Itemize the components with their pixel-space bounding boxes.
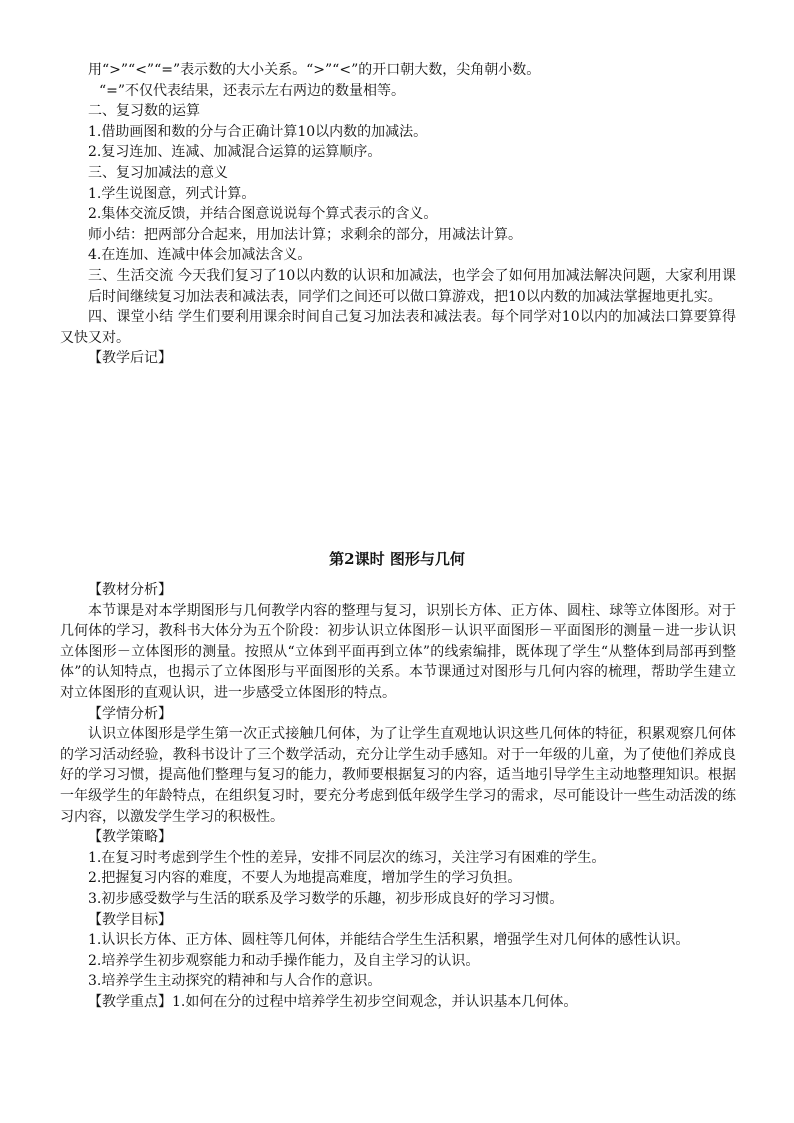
student-text: 认识立体图形是学生第一次正式接触几何体，为了让学生直观地认识这些几何体的特征，积累观察几何体的学习活动经验，教科书设计了三个数学活动，充分让学生动手感知。对于一年级的儿童，为了使他们养成良好的学习习惯，提高他们整理与复习的能力，教师要根据复习的内容，适当地引导学生主动地整理知识。根据一年级学生的年龄特点，在组织复习时，要充分考虑到低年级学生学习的需求，尽可能设计一些生动活泼的练习内容，以激发学生学习的积极性。 (60, 726, 736, 825)
material-heading: 【教材分析】 (88, 582, 172, 598)
paragraph: 用“>”“<”“=”表示数的大小关系。“>”“<”的开口朝大数，尖角朝小数。 (88, 62, 541, 78)
goal-item: 3.培养学生主动探究的精神和与人合作的意识。 (88, 973, 382, 990)
paragraph: “=”不仅代表结果，还表示左右两边的数量相等。 (99, 82, 406, 99)
material-text: 本节课是对本学期图形与几何教学内容的整理与复习，识别长方体、正方体、圆柱、球等立体图形。对于几何体的学习，教科书大体分为五个阶段：初步认识立体图形－认识平面图形－平面图形的测量－进一步认识立体图形－立体图形的测量。按照从“立体到平面再到立体”的线索编排，既体现了学生“从整体到局部再到整体”的认知特点，也揭示了立体图形与平面图形的关系。本节课通过对图形与几何内容的梳理，帮助学生建立对立体图形的直观认识，进一步感受立体图形的特点。 (60, 602, 736, 701)
lesson-title-wrap (0, 548, 794, 570)
goal-item: 1.认识长方体、正方体、圆柱等几何体，并能结合学生生活积累，增强学生对几何体的感性认识。 (88, 932, 690, 949)
strategy-heading: 【教学策略】 (88, 829, 172, 846)
key-text: 1.如何在分的过程中培养学生初步空间观念，并认识基本几何体。 (172, 993, 578, 1010)
key-point (60, 992, 736, 1013)
paragraph: 师小结：把两部分合起来，用加法计算；求剩余的部分，用减法计算。 (88, 226, 522, 243)
section-heading: 三、复习加减法的意义 (88, 164, 228, 181)
paragraph: 2.集体交流反馈，并结合图意说说每个算式表示的含义。 (88, 206, 438, 223)
review-section (60, 60, 736, 369)
section-heading: 二、复习数的运算 (88, 103, 200, 120)
student-heading: 【学情分析】 (88, 705, 172, 722)
paragraph: 2.复习连加、连减、加减混合运算的运算顺序。 (88, 144, 382, 161)
strategy-item: 3.初步感受数学与生活的联系及学习数学的乐趣，初步形成良好的学习习惯。 (88, 890, 564, 907)
afterword-heading: 【教学后记】 (88, 350, 172, 367)
paragraph: 1.借助画图和数的分与合正确计算10以内数的加减法。 (88, 123, 428, 140)
paragraph: 四、课堂小结 学生们要利用课余时间自己复习加法表和减法表。每个同学对10以内的加减法口算要算得又快又对。 (60, 309, 736, 346)
paragraph: 4.在连加、连减中体会加减法含义。 (88, 247, 312, 264)
lesson-title: 第2课时 图形与几何 (329, 550, 465, 568)
strategy-item: 2.把握复习内容的难度，不要人为地提高难度，增加学生的学习负担。 (88, 870, 522, 887)
strategy-item: 1.在复习时考虑到学生个性的差异，安排不同层次的练习，关注学习有困难的学生。 (88, 849, 606, 866)
goal-heading: 【教学目标】 (88, 911, 172, 928)
key-heading: 【教学重点】 (88, 993, 172, 1010)
lesson-section (60, 580, 736, 1012)
paragraph: 三、生活交流 今天我们复习了10以内数的认识和加减法，也学会了如何用加减法解决问题，大家利用课后时间继续复习加法表和减法表，同学们之间还可以做口算游戏，把10以内数的加减法掌握地更扎实。 (88, 267, 736, 305)
paragraph: 1.学生说图意，列式计算。 (88, 185, 256, 202)
goal-item: 2.培养学生初步观察能力和动手操作能力，及自主学习的认识。 (88, 952, 480, 969)
